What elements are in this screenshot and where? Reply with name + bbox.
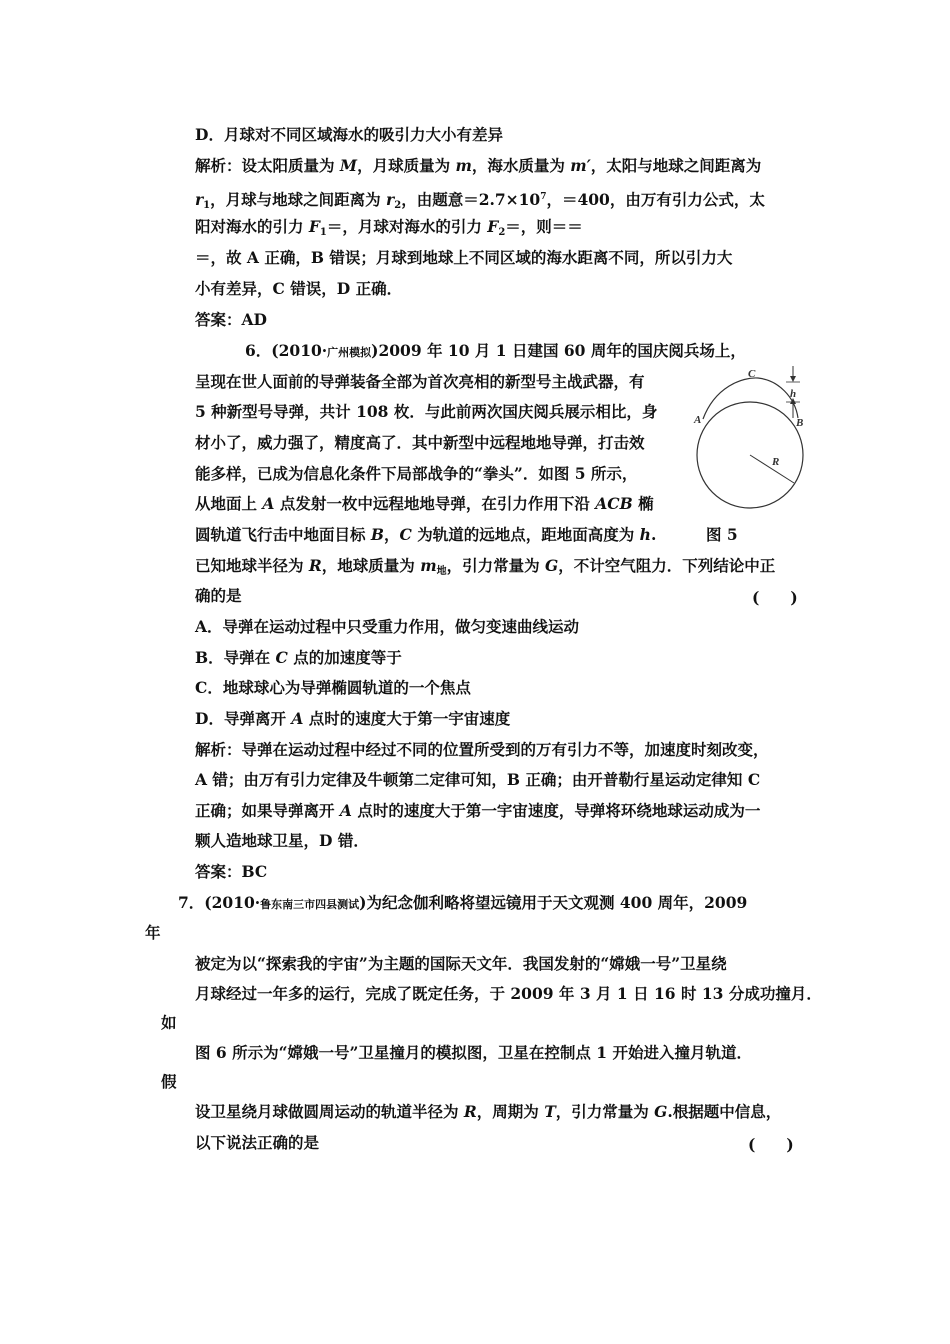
label-r: R xyxy=(772,456,780,468)
label-a: A xyxy=(694,414,702,426)
q7-wrap-3: 假 xyxy=(161,1072,177,1091)
height-arrowhead-top xyxy=(790,376,796,382)
q5-option-d: D．月球对不同区域海水的吸引力大小有差异 xyxy=(195,125,503,144)
q6-option-b: B．导弹在 C 点的加速度等于 xyxy=(195,648,402,667)
q7-stem-line-2: 被定为以“探索我的宇宙”为主题的国际天文年．我国发射的“嫦娥一号”卫星绕 xyxy=(195,954,727,973)
q7-stem-line-5: 设卫星绕月球做圆周运动的轨道半径为 R，周期为 T，引力常量为 G.根据题中信息， xyxy=(195,1102,782,1121)
label-h: h xyxy=(790,388,797,400)
q5-analysis-line-4: ＝，故 A 正确，B 错误；月球到地球上不同区域的海水距离不同，所以引力大 xyxy=(195,248,733,267)
q7-stem-line-1: 7．(2010·鲁东南三市四县测试)为纪念伽利略将望远镜用于天文观测 400 周年，2009 xyxy=(178,893,748,912)
q6-stem-line-3: 5 种新型号导弹，共计 108 枚．与此前两次国庆阅兵展示相比，身 xyxy=(195,402,658,421)
q6-analysis-line-2: A 错；由万有引力定律及牛顿第二定律可知，B 正确；由开普勒行星运动定律知 C xyxy=(195,770,761,789)
q6-answer: 答案：BC xyxy=(195,862,268,881)
q5-analysis-line-5: 小有差异，C 错误，D 正确． xyxy=(195,279,403,298)
q6-stem-line-7: 圆轨道飞行击中地面目标 B，C 为轨道的远地点，距地面高度为 h. xyxy=(195,525,657,544)
q6-analysis-line-1: 解析：导弹在运动过程中经过不同的位置所受到的万有引力不等，加速度时刻改变， xyxy=(195,740,769,759)
q6-analysis-line-3: 正确；如果导弹离开 A 点时的速度大于第一宇宙速度，导弹将环绕地球运动成为一 xyxy=(195,801,761,820)
q7-wrap-2: 如 xyxy=(161,1013,177,1032)
q7-stem-line-4: 图 6 所示为“嫦娥一号”卫星撞月的模拟图，卫星在控制点 1 开始进入撞月轨道． xyxy=(195,1043,752,1062)
q6-option-a: A．导弹在运动过程中只受重力作用，做匀变速曲线运动 xyxy=(195,617,580,636)
q5-analysis-line-1: 解析：设太阳质量为 M，月球质量为 m，海水质量为 m′，太阳与地球之间距离为 xyxy=(195,156,762,175)
q5-analysis-line-3: 阳对海水的引力 $F_1=$，月球对海水的引力 $F_2=$，则＝＝ xyxy=(195,217,583,238)
q7-stem-line-3: 月球经过一年多的运行，完成了既定任务，于 2009 年 3 月 1 日 16 时 13 分成功撞月． xyxy=(195,984,822,1003)
q6-stem-line-5: 能多样，已成为信息化条件下局部战争的“拳头”．如图 5 所示， xyxy=(195,464,638,483)
q7-answer-blank: ( ) xyxy=(748,1135,794,1154)
q6-option-d: D．导弹离开 A 点时的速度大于第一宇宙速度 xyxy=(195,709,511,728)
q5-analysis-line-2: $r_1$，月球与地球之间距离为 $r_2$，由题意$=2.7\times 10^7$，＝400，由万有引力公式，太 xyxy=(195,190,765,211)
label-b: B xyxy=(796,417,804,429)
q6-stem-line-9: 确的是 xyxy=(195,586,242,605)
q7-stem-line-6: 以下说法正确的是 xyxy=(195,1133,320,1152)
q5-answer: 答案：AD xyxy=(195,310,267,329)
q6-answer-blank: ( ) xyxy=(752,588,798,607)
q6-option-c: C．地球球心为导弹椭圆轨道的一个焦点 xyxy=(195,678,471,697)
q6-stem-line-4: 材小了，威力强了，精度高了．其中新型中远程地地导弹，打击效 xyxy=(195,433,645,452)
q6-stem-line-8: 已知地球半径为 R，地球质量为 $m_地$，引力常量为 G，不计空气阻力．下列结论中正 xyxy=(195,556,776,577)
label-c: C xyxy=(748,368,756,380)
q7-wrap-1: 年 xyxy=(145,923,161,942)
q6-stem-line-6: 从地面上 A 点发射一枚中远程地地导弹，在引力作用下沿 ACB 椭 xyxy=(195,494,654,513)
q6-stem-line-2: 呈现在世人面前的导弹装备全部为首次亮相的新型号主战武器，有 xyxy=(195,372,645,391)
q6-orbit-figure xyxy=(690,362,810,522)
q6-figure-caption: 图 5 xyxy=(706,525,738,544)
q6-stem-line-1: 6．(2010·广州模拟)2009 年 10 月 1 日建国 60 周年的国庆阅兵场上， xyxy=(245,341,746,360)
q6-analysis-line-4: 颗人造地球卫星，D 错． xyxy=(195,831,369,850)
